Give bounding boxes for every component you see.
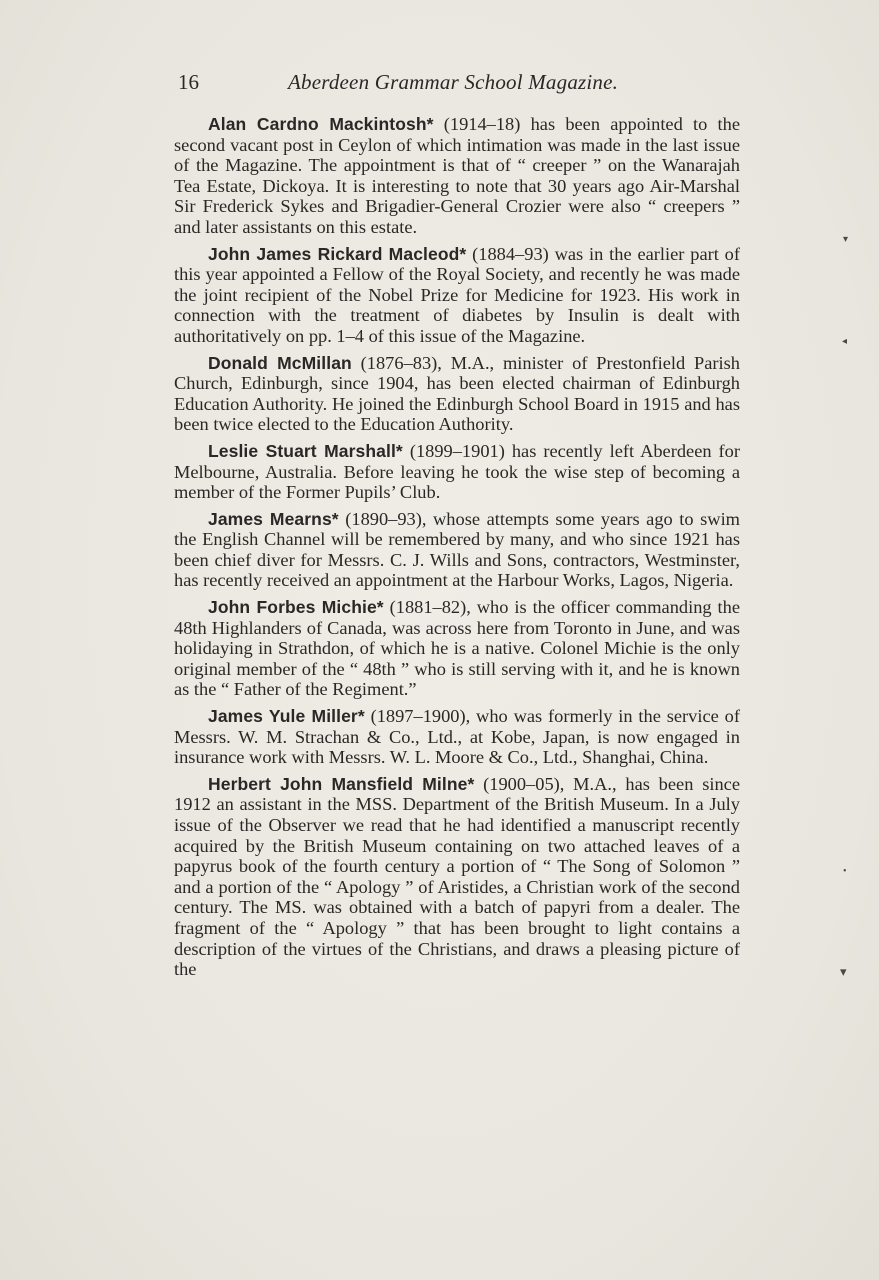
entry-paragraph (174, 597, 740, 700)
entry-text: (1897–1900), who was formerly in the service of Messrs. W. M. Strachan & Co., Ltd., at Kobe, Japan, is now engaged in insurance work with Messrs. W. L. Moore & Co., Ltd., Shanghai, China. (174, 706, 740, 768)
person-name: Donald McMillan (208, 352, 352, 373)
entry-paragraph (174, 441, 740, 503)
entry-paragraph (174, 244, 740, 347)
margin-speck: ▾ (840, 964, 847, 979)
person-name: Leslie Stuart Marshall* (208, 440, 403, 461)
entry-paragraph (174, 114, 740, 238)
entry-paragraph (174, 706, 740, 768)
entry-text: (1914–18) has been appointed to the second vacant post in Ceylon of which intimation was made in the last issue of the Magazine. The appointment is that of “ creeper ” on the Wanarajah Tea Estate, Dickoya. It is interesting to note that 30 years ago Air-Marshal Sir Frederick Sykes and Brigadier-General Crozier were also “ creepers ” and later assistants on this estate. (174, 114, 740, 237)
entry-paragraph (174, 774, 740, 980)
running-title: Aberdeen Grammar School Magazine. (288, 70, 619, 94)
entry-text: (1881–82), who is the officer commanding the 48th Highlanders of Canada, was across here from Toronto in June, and was holidaying in Strathdon, of which he is a native. Colonel Michie is the only original member of the “ 48th ” who is still serving with it, and he is known as the “ Father of the Regiment.” (174, 597, 740, 700)
entry-text: (1884–93) was in the earlier part of this year appointed a Fellow of the Royal Society, and recently he was made the joint recipient of the Nobel Prize for Medicine for 1923. His work in connection with the treatment of diabetes by Insulin is dealt with authoritatively on pp. 1–4 of this issue of the Magazine. (174, 243, 740, 346)
entry-paragraph (174, 509, 740, 591)
margin-speck: ▾ (843, 234, 849, 245)
margin-speck: • (843, 866, 847, 877)
entry-text: (1890–93), whose attempts some years ago to swim the English Channel will be remembered by many, and who since 1921 has been chief diver for Messrs. C. J. Wills and Sons, contractors, Westminster, has recently received an appointment at the Harbour Works, Lagos, Nigeria. (174, 508, 740, 591)
person-name: John James Rickard Macleod* (208, 243, 467, 264)
page-header (174, 70, 740, 100)
person-name: Herbert John Mansfield Milne* (208, 773, 475, 794)
person-name: James Mearns* (208, 508, 339, 529)
entry-text: (1900–05), M.A., has been since 1912 an assistant in the MSS. Department of the British Museum. In a July issue of the Observer we read that he had identified a manuscript recently acquired by the British Museum containing on two attached leaves of a papyrus book of the fourth century a portion of “ The Song of Solomon ” and a portion of the “ Apology ” of Aristides, a Christian work of the second century. The MS. was obtained with a batch of papyri from a dealer. The fragment of the “ Apology ” that has been brought to light contains a description of the virtues of the Christians, and draws a pleasing picture of the (174, 773, 740, 980)
margin-speck: ◂ (842, 336, 848, 347)
entry-paragraph (174, 353, 740, 435)
person-name: Alan Cardno Mackintosh* (208, 114, 434, 134)
person-name: James Yule Miller* (208, 706, 365, 727)
article-body (174, 114, 740, 986)
entry-text: (1876–83), M.A., minister of Prestonfield Parish Church, Edinburgh, since 1904, has been elected chairman of Edinburgh Education Authority. He joined the Edinburgh School Board in 1915 and has been twice elected to the Education Authority. (174, 352, 740, 435)
person-name: John Forbes Michie* (208, 597, 384, 618)
entry-text: (1899–1901) has recently left Aberdeen for Melbourne, Australia. Before leaving he took the wise step of becoming a member of the Former Pupils’ Club. (174, 440, 740, 503)
page-number: 16 (178, 70, 199, 94)
